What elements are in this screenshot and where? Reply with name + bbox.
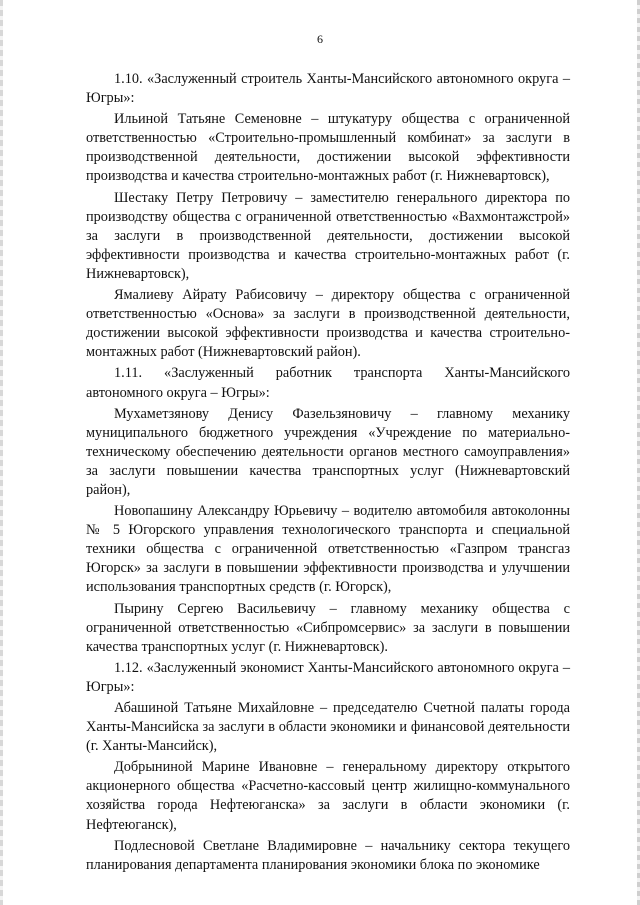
award-entry-pyrin: Пырину Сергею Васильевичу – главному механику общества с ограниченной ответственностью «Сибпромсервис» за заслуги в повышении качества транспортных услуг (г. Нижневартовск).	[86, 600, 570, 655]
award-entry-shestak: Шестаку Петру Петровичу – заместителю генерального директора по производству общества с ограниченной ответственностью «Вахмонтажстрой» за заслуги в производственной деятельности, достижении высокой эффективности производства и качества строительно-монтажных работ (г. Нижневартовск),	[86, 189, 570, 282]
award-entry-yamaliev: Ямалиеву Айрату Рабисовичу – директору общества с ограниченной ответственностью «Основа» за заслуги в производственной деятельности, достижении высокой эффективности производства и качества строительно-монтажных работ (Нижневартовский район).	[86, 287, 570, 361]
page-number: 6	[317, 32, 323, 46]
award-entry-mukhametzyanov: Мухаметзянову Денису Фазельзяновичу – главному механику муниципального бюджетного учреждения «Учреждение по материально-техническому обеспечению деятельности органов местного самоуправления» за заслуги повышении качества транспортных услуг (Нижневартовский район),	[86, 405, 570, 498]
document-body	[86, 70, 570, 877]
section-heading-1-11: 1.11. «Заслуженный работник транспорта Ханты-Мансийского автономного округа – Югры»:	[86, 365, 570, 401]
award-entry-ilyina: Ильиной Татьяне Семеновне – штукатуру общества с ограниченной ответственностью «Строительно-промышленный комбинат» за заслуги в производственной деятельности, достижении высокой эффективности производства и качества строительно-монтажных работ (г. Нижневартовск),	[86, 111, 570, 185]
scan-left-edge	[0, 0, 3, 905]
award-entry-novopashin: Новопашину Александру Юрьевичу – водителю автомобиля автоколонны № 5 Югорского управления технологического транспорта и специальной техники общества с ограниченной ответственностью «Газпром трансгаз Югорск» за заслуги в повышении эффективности производства и улучшении использования транспортных средств (г. Югорск),	[86, 503, 570, 596]
section-heading-1-10: 1.10. «Заслуженный строитель Ханты-Мансийского автономного округа – Югры»:	[86, 71, 570, 107]
award-entry-dobrynina: Добрыниной Марине Ивановне – генеральному директору открытого акционерного общества «Расчетно-кассовый центр жилищно-коммунального хозяйства города Нефтеюганска» за заслуги в области экономики (г. Нефтеюганск),	[86, 759, 570, 833]
award-entry-abashina: Абашиной Татьяне Михайловне – председателю Счетной палаты города Ханты-Мансийска за заслуги в области экономики и финансовой деятельности (г. Ханты-Мансийск),	[86, 700, 570, 755]
award-entry-podlesnova: Подлесновой Светлане Владимировне – начальнику сектора текущего планирования департамента планирования экономики блока по экономике	[86, 837, 570, 873]
section-heading-1-12: 1.12. «Заслуженный экономист Ханты-Мансийского автономного округа – Югры»:	[86, 659, 570, 695]
